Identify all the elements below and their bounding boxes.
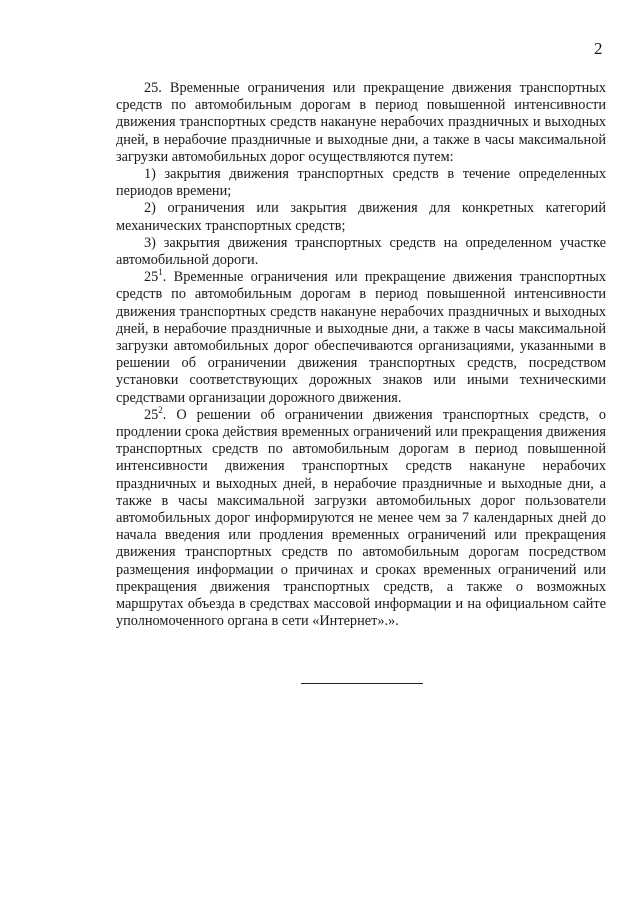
paragraph-text: . О решении об ограничении движения транспортных средств, о продлении срока действия временных ограничений или прекращения движения транспортных средств по автомобильным дорогам в период повышенной интенсивности движения транспортных средств накануне нерабочих праздничных и выходных дней, в нерабочие праздничные и выходные дни, а также в часы максимальной загрузки автомобильных дорог пользователи автомобильных дорог информируются не менее чем за 7 календарных дней до начала введения или продления временных ограничений или прекращения движения транспортных средств по автомобильным дорогам посредством размещения информации о причинах и сроках временных ограничений или прекращения движения транспортных средств, а также о возможных маршрутах объезда в средствах массовой информации и на официальном сайте уполномоченного органа в сети «Интернет».». bbox=[116, 406, 606, 630]
list-item-3: 3) закрытия движения транспортных средств на определенном участке автомобильной дороги. bbox=[116, 234, 606, 269]
paragraph-25-1 bbox=[116, 269, 606, 407]
paragraph-superscript: 1 bbox=[158, 267, 163, 278]
list-item-1: 1) закрытия движения транспортных средств в течение определенных периодов времени; bbox=[116, 166, 606, 200]
paragraph-superscript: 2 bbox=[158, 405, 163, 416]
paragraph-number: 25 bbox=[144, 269, 159, 286]
paragraph-number: 25 bbox=[144, 406, 159, 423]
document-body bbox=[116, 80, 606, 631]
paragraph-text: . Временные ограничения или прекращение движения транспортных средств по автомобильным дорогам в период повышенной интенсивности движения транспортных средств накануне нерабочих праздничных и выходных дней, в нерабочие праздничные и выходные дни, а также в часы максимальной загрузки автомобильных дорог обеспечиваются организациями, указанными в решении об ограничении движения транспортных средств, посредством установки соответствующих дорожных знаков или иными техническими средствами организации дорожного движения. bbox=[116, 269, 606, 406]
page-number: 2 bbox=[594, 39, 603, 58]
list-item-2: 2) ограничения или закрытия движения для конкретных категорий механических транспортных средств; bbox=[116, 200, 606, 234]
end-divider-line bbox=[301, 683, 423, 684]
paragraph-25: 25. Временные ограничения или прекращение движения транспортных средств по автомобильным дорогам в период повышенной интенсивности движения транспортных средств накануне нерабочих праздничных и выходных дней, в нерабочие праздничные и выходные дни, а также в часы максимальной загрузки автомобильных дорог осуществляются путем: bbox=[116, 80, 606, 165]
paragraph-25-2 bbox=[116, 407, 606, 631]
